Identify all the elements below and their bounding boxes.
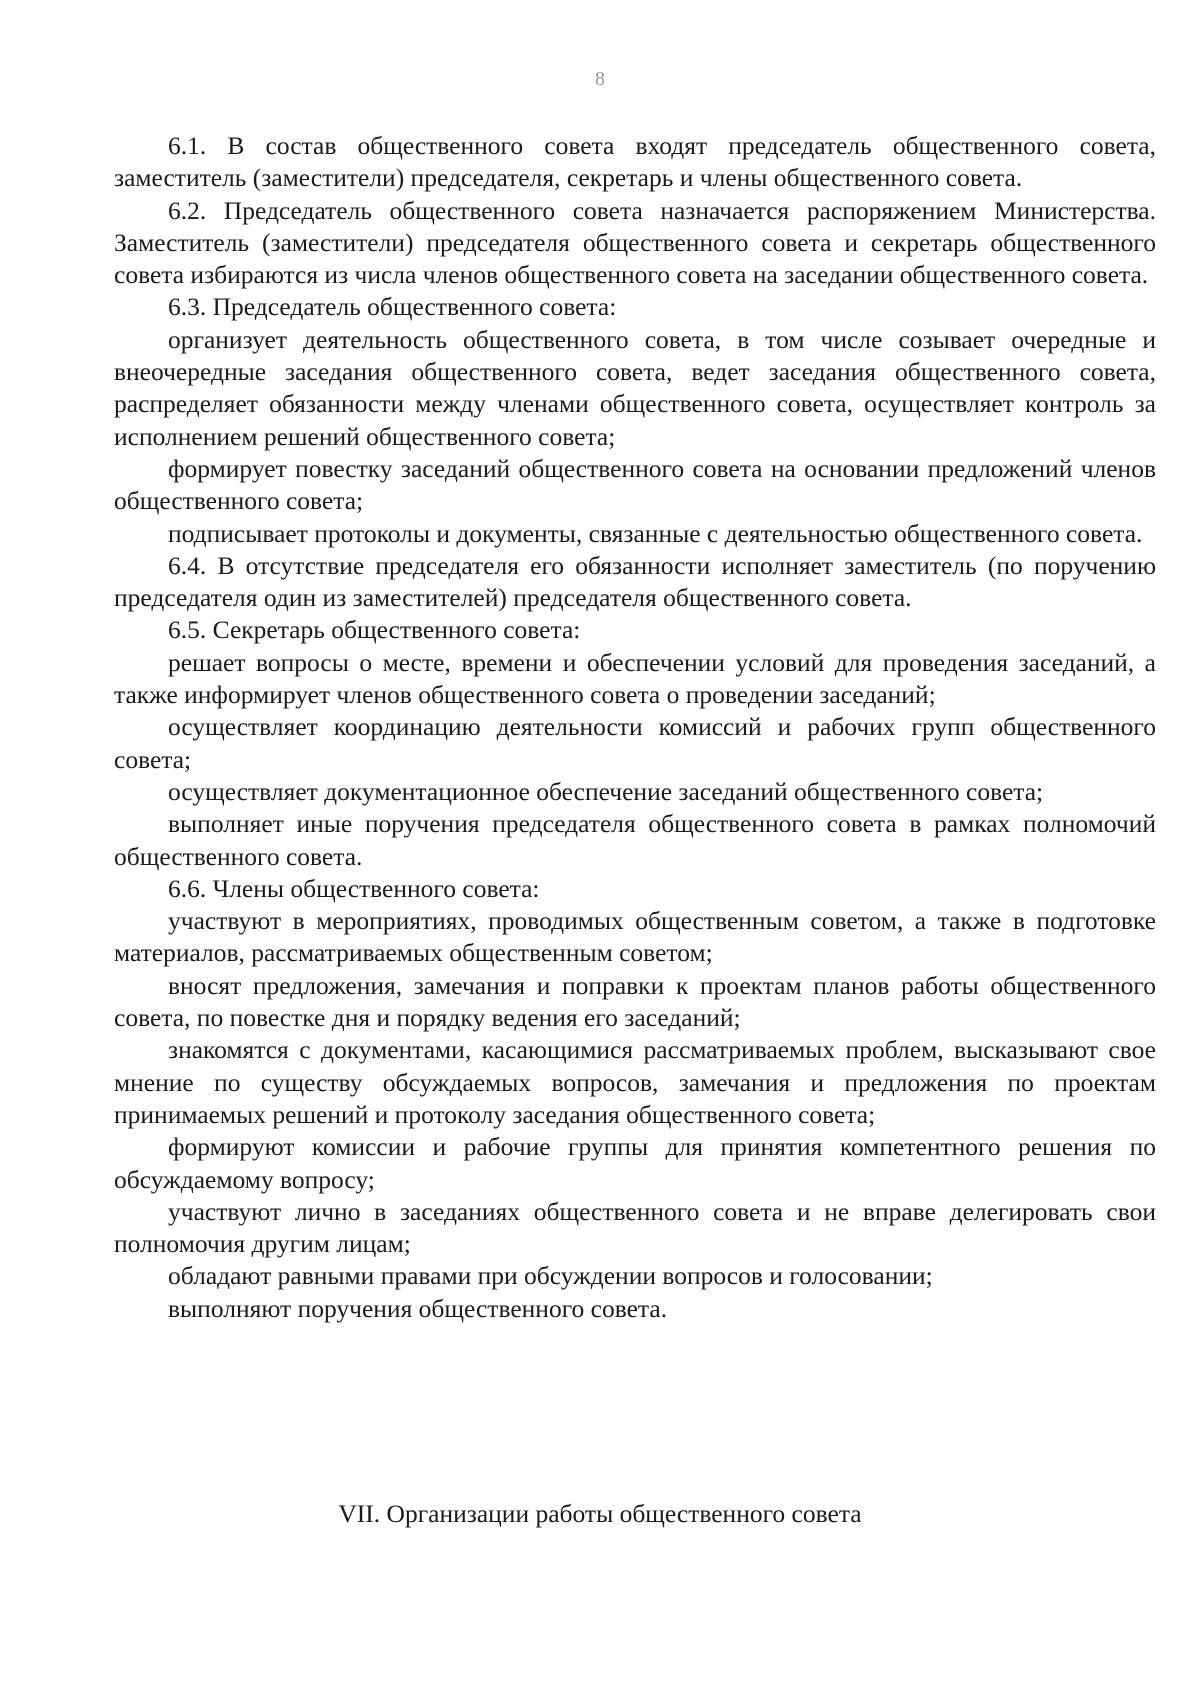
list-item: решает вопросы о месте, времени и обеспечении условий для проведения заседаний, а также информирует членов общественного совета о проведении заседаний;: [114, 647, 1156, 710]
list-item: подписывает протоколы и документы, связанные с деятельностью общественного совета.: [168, 518, 1143, 548]
document-body: [114, 130, 1156, 1325]
list-item: осуществляет документационное обеспечение заседаний общественного совета;: [168, 776, 1044, 806]
list-item: выполняют поручения общественного совета.: [168, 1293, 668, 1323]
paragraph-6-5: 6.5. Секретарь общественного совета:: [168, 615, 581, 645]
list-item: участвуют в мероприятиях, проводимых общественным советом, а также в подготовке материалов, рассматриваемых общественным советом;: [114, 906, 1156, 968]
paragraph-6-1: 6.1. В состав общественного совета входят председатель общественного совета, заместитель (заместители) председателя, секретарь и члены общественного совета.: [114, 131, 1156, 193]
list-item: организует деятельность общественного совета, в том числе созывает очередные и внеочередные заседания общественного совета, ведет заседания общественного совета, распределяет обязанности между членами общественного совета, осуществляет контроль за исполнением решений общественного совета;: [114, 324, 1156, 451]
list-item: вносят предложения, замечания и поправки к проектам планов работы общественного совета, по повестке дня и порядку ведения его заседаний;: [114, 970, 1156, 1033]
paragraph-6-6: 6.6. Члены общественного совета:: [168, 873, 540, 903]
list-item: осуществляет координацию деятельности комиссий и рабочих групп общественного совета;: [114, 712, 1156, 774]
page-number: 8: [595, 68, 605, 90]
list-item: выполняет иные поручения председателя общественного совета в рамках полномочий общественного совета.: [114, 809, 1156, 871]
paragraph-6-4: 6.4. В отсутствие председателя его обязанности исполняет заместитель (по поручению председателя один из заместителей) председателя общественного совета.: [114, 550, 1156, 613]
paragraph-6-2: 6.2. Председатель общественного совета назначается распоряжением Министерства. Заместитель (заместители) председателя общественного совета и секретарь общественного совета избираются из числа членов общественного совета на заседании общественного совета.: [114, 195, 1156, 290]
list-item: формирует повестку заседаний общественного совета на основании предложений членов общественного совета;: [114, 453, 1156, 516]
list-item: участвуют лично в заседаниях общественного совета и не вправе делегировать свои полномочия другим лицам;: [114, 1196, 1156, 1259]
list-item: знакомятся с документами, касающимися рассматриваемых проблем, высказывают свое мнение по существу обсуждаемых вопросов, замечания и предложения по проектам принимаемых решений и протоколу заседания общественного совета;: [114, 1035, 1156, 1129]
list-item: обладают равными правами при обсуждении вопросов и голосовании;: [168, 1261, 933, 1291]
list-item: формируют комиссии и рабочие группы для принятия компетентного решения по обсуждаемому вопросу;: [114, 1132, 1156, 1194]
section-heading: VII. Организации работы общественного совета: [338, 1499, 862, 1528]
paragraph-6-3: 6.3. Председатель общественного совета:: [168, 292, 617, 322]
